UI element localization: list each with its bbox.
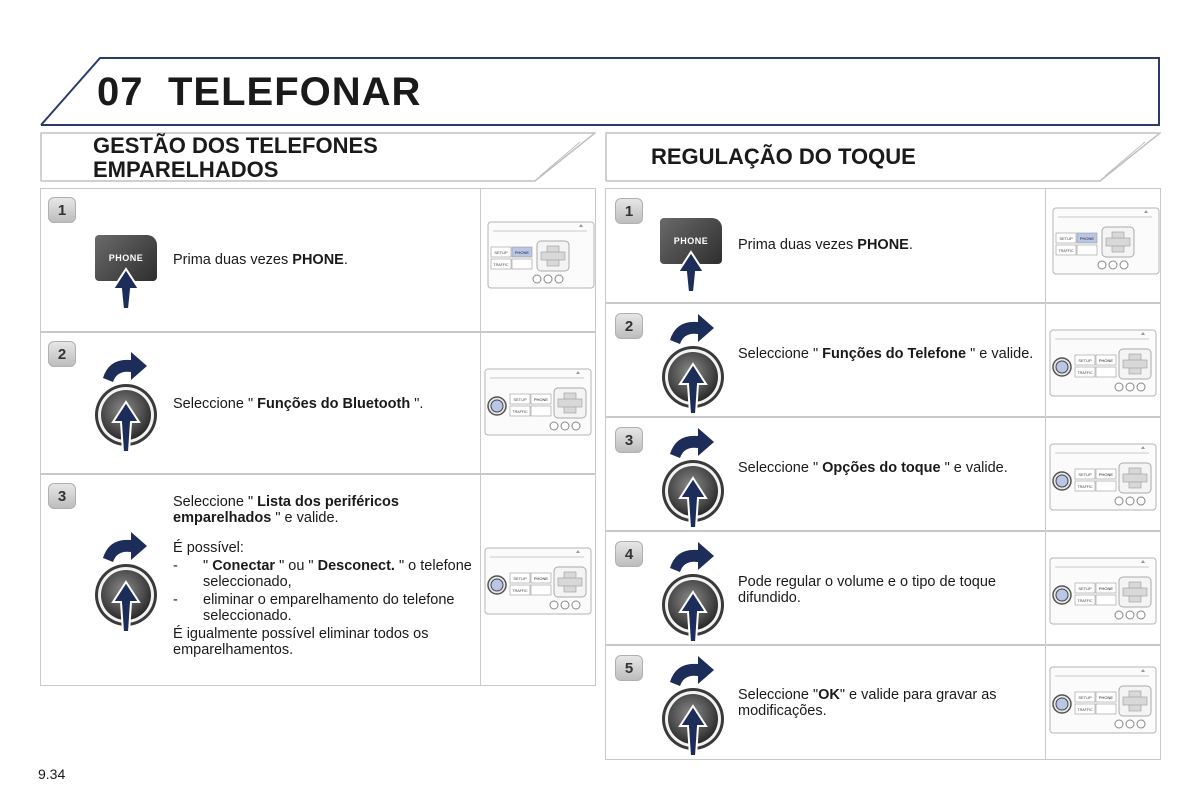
svg-text:SETUP: SETUP bbox=[1078, 358, 1092, 363]
phone-button-icon: PHONE bbox=[660, 218, 722, 264]
rotary-knob-icon bbox=[91, 348, 161, 463]
rotary-knob-icon bbox=[658, 424, 728, 539]
step-text: Seleccione "OK" e valide para gravar as modificações. bbox=[738, 687, 997, 719]
radio-panel-image bbox=[1049, 557, 1157, 630]
radio-panel-image bbox=[1049, 443, 1157, 516]
radio-image-cell bbox=[1045, 532, 1160, 644]
step-number-badge: 2 bbox=[615, 313, 643, 339]
right-section-title: REGULAÇÃO DO TOQUE bbox=[651, 144, 916, 169]
step-number-badge: 4 bbox=[615, 541, 643, 567]
step-text: Seleccione " Opções do toque " e valide. bbox=[738, 460, 1008, 476]
radio-image-cell bbox=[1045, 418, 1160, 530]
radio-image-cell bbox=[480, 189, 595, 331]
right-step-1 bbox=[605, 188, 1161, 303]
svg-text:PHONE: PHONE bbox=[1098, 472, 1114, 477]
rotary-knob-icon bbox=[658, 652, 728, 767]
svg-text:SETUP: SETUP bbox=[513, 576, 527, 581]
arrow-up-icon bbox=[111, 267, 141, 311]
left-step-3 bbox=[40, 474, 596, 686]
radio-panel-image bbox=[1049, 666, 1157, 739]
svg-text:TRAFFIC: TRAFFIC bbox=[1058, 249, 1074, 253]
radio-panel-image bbox=[1052, 207, 1160, 280]
rotary-knob-icon bbox=[91, 528, 161, 643]
left-title-line1: GESTÃO DOS TELEFONES bbox=[93, 133, 378, 158]
svg-text:TRAFFIC: TRAFFIC bbox=[1077, 485, 1093, 489]
svg-text:PHONE: PHONE bbox=[1098, 358, 1114, 363]
svg-text:PHONE: PHONE bbox=[1098, 586, 1114, 591]
left-step-1 bbox=[40, 188, 596, 332]
svg-text:SETUP: SETUP bbox=[513, 397, 527, 402]
svg-text:TRAFFIC: TRAFFIC bbox=[512, 589, 528, 593]
left-title-line2: EMPARELHADOS bbox=[93, 157, 279, 182]
step-text: Seleccione " Lista dos periféricos emparelhados " e valide. É possível: - " Conectar " ou " Desconect. " o telefone seleccionado, - eliminar o emparelhamento do telefone seleccionado. É igualmente possível eliminar todos os emparelhamentos. bbox=[173, 494, 473, 658]
step-text: Prima duas vezes PHONE. bbox=[738, 237, 913, 253]
svg-text:SETUP: SETUP bbox=[1078, 695, 1092, 700]
svg-text:TRAFFIC: TRAFFIC bbox=[1077, 599, 1093, 603]
radio-image-cell bbox=[1045, 646, 1160, 759]
svg-text:SETUP: SETUP bbox=[1078, 472, 1092, 477]
chapter-title: TELEFONAR bbox=[168, 70, 422, 114]
radio-image-cell bbox=[1045, 304, 1160, 416]
svg-text:SETUP: SETUP bbox=[1078, 586, 1092, 591]
radio-panel-image bbox=[484, 368, 592, 441]
right-step-4 bbox=[605, 531, 1161, 645]
step-text: Prima duas vezes PHONE. bbox=[173, 252, 348, 268]
step-number-badge: 3 bbox=[615, 427, 643, 453]
rotary-knob-icon bbox=[658, 310, 728, 425]
radio-image-cell bbox=[480, 475, 595, 685]
right-step-2 bbox=[605, 303, 1161, 417]
step-text: Seleccione " Funções do Telefone " e valide. bbox=[738, 346, 1034, 362]
svg-text:PHONE: PHONE bbox=[533, 576, 549, 581]
right-step-5 bbox=[605, 645, 1161, 760]
arrow-up-icon bbox=[676, 250, 706, 294]
chapter-number: 07 bbox=[97, 70, 144, 114]
step-number-badge: 1 bbox=[615, 198, 643, 224]
radio-panel-image bbox=[1049, 329, 1157, 402]
possible-label: É possível: bbox=[173, 540, 244, 556]
left-step-2 bbox=[40, 332, 596, 474]
step-number-badge: 2 bbox=[48, 341, 76, 367]
step-number-badge: 5 bbox=[615, 655, 643, 681]
svg-text:PHONE: PHONE bbox=[514, 250, 530, 255]
right-step-3 bbox=[605, 417, 1161, 531]
svg-text:PHONE: PHONE bbox=[533, 397, 549, 402]
radio-panel-image bbox=[484, 547, 592, 620]
radio-image-cell bbox=[1045, 189, 1160, 302]
step-number-badge: 3 bbox=[48, 483, 76, 509]
phone-button-icon: PHONE bbox=[95, 235, 157, 281]
rotary-knob-icon bbox=[658, 538, 728, 653]
step-text: Seleccione " Funções do Bluetooth ". bbox=[173, 396, 424, 412]
bullet-connect: - " Conectar " ou " Desconect. " o telefone seleccionado, bbox=[173, 558, 473, 590]
svg-text:SETUP: SETUP bbox=[494, 250, 508, 255]
svg-text:PHONE: PHONE bbox=[1098, 695, 1114, 700]
page-number: 9.34 bbox=[38, 766, 66, 782]
radio-image-cell bbox=[480, 333, 595, 473]
svg-text:TRAFFIC: TRAFFIC bbox=[512, 410, 528, 414]
svg-text:TRAFFIC: TRAFFIC bbox=[493, 263, 509, 267]
svg-text:SETUP: SETUP bbox=[1059, 236, 1073, 241]
bullet-delete: - eliminar o emparelhamento do telefone seleccionado. bbox=[173, 592, 473, 624]
step-number-badge: 1 bbox=[48, 197, 76, 223]
svg-text:TRAFFIC: TRAFFIC bbox=[1077, 708, 1093, 712]
step-text: Pode regular o volume e o tipo de toque difundido. bbox=[738, 574, 996, 606]
svg-text:PHONE: PHONE bbox=[1079, 236, 1095, 241]
radio-panel-image bbox=[487, 221, 595, 294]
left-section-title bbox=[93, 134, 378, 182]
svg-text:TRAFFIC: TRAFFIC bbox=[1077, 371, 1093, 375]
final-note: É igualmente possível eliminar todos os emparelhamentos. bbox=[173, 626, 429, 658]
